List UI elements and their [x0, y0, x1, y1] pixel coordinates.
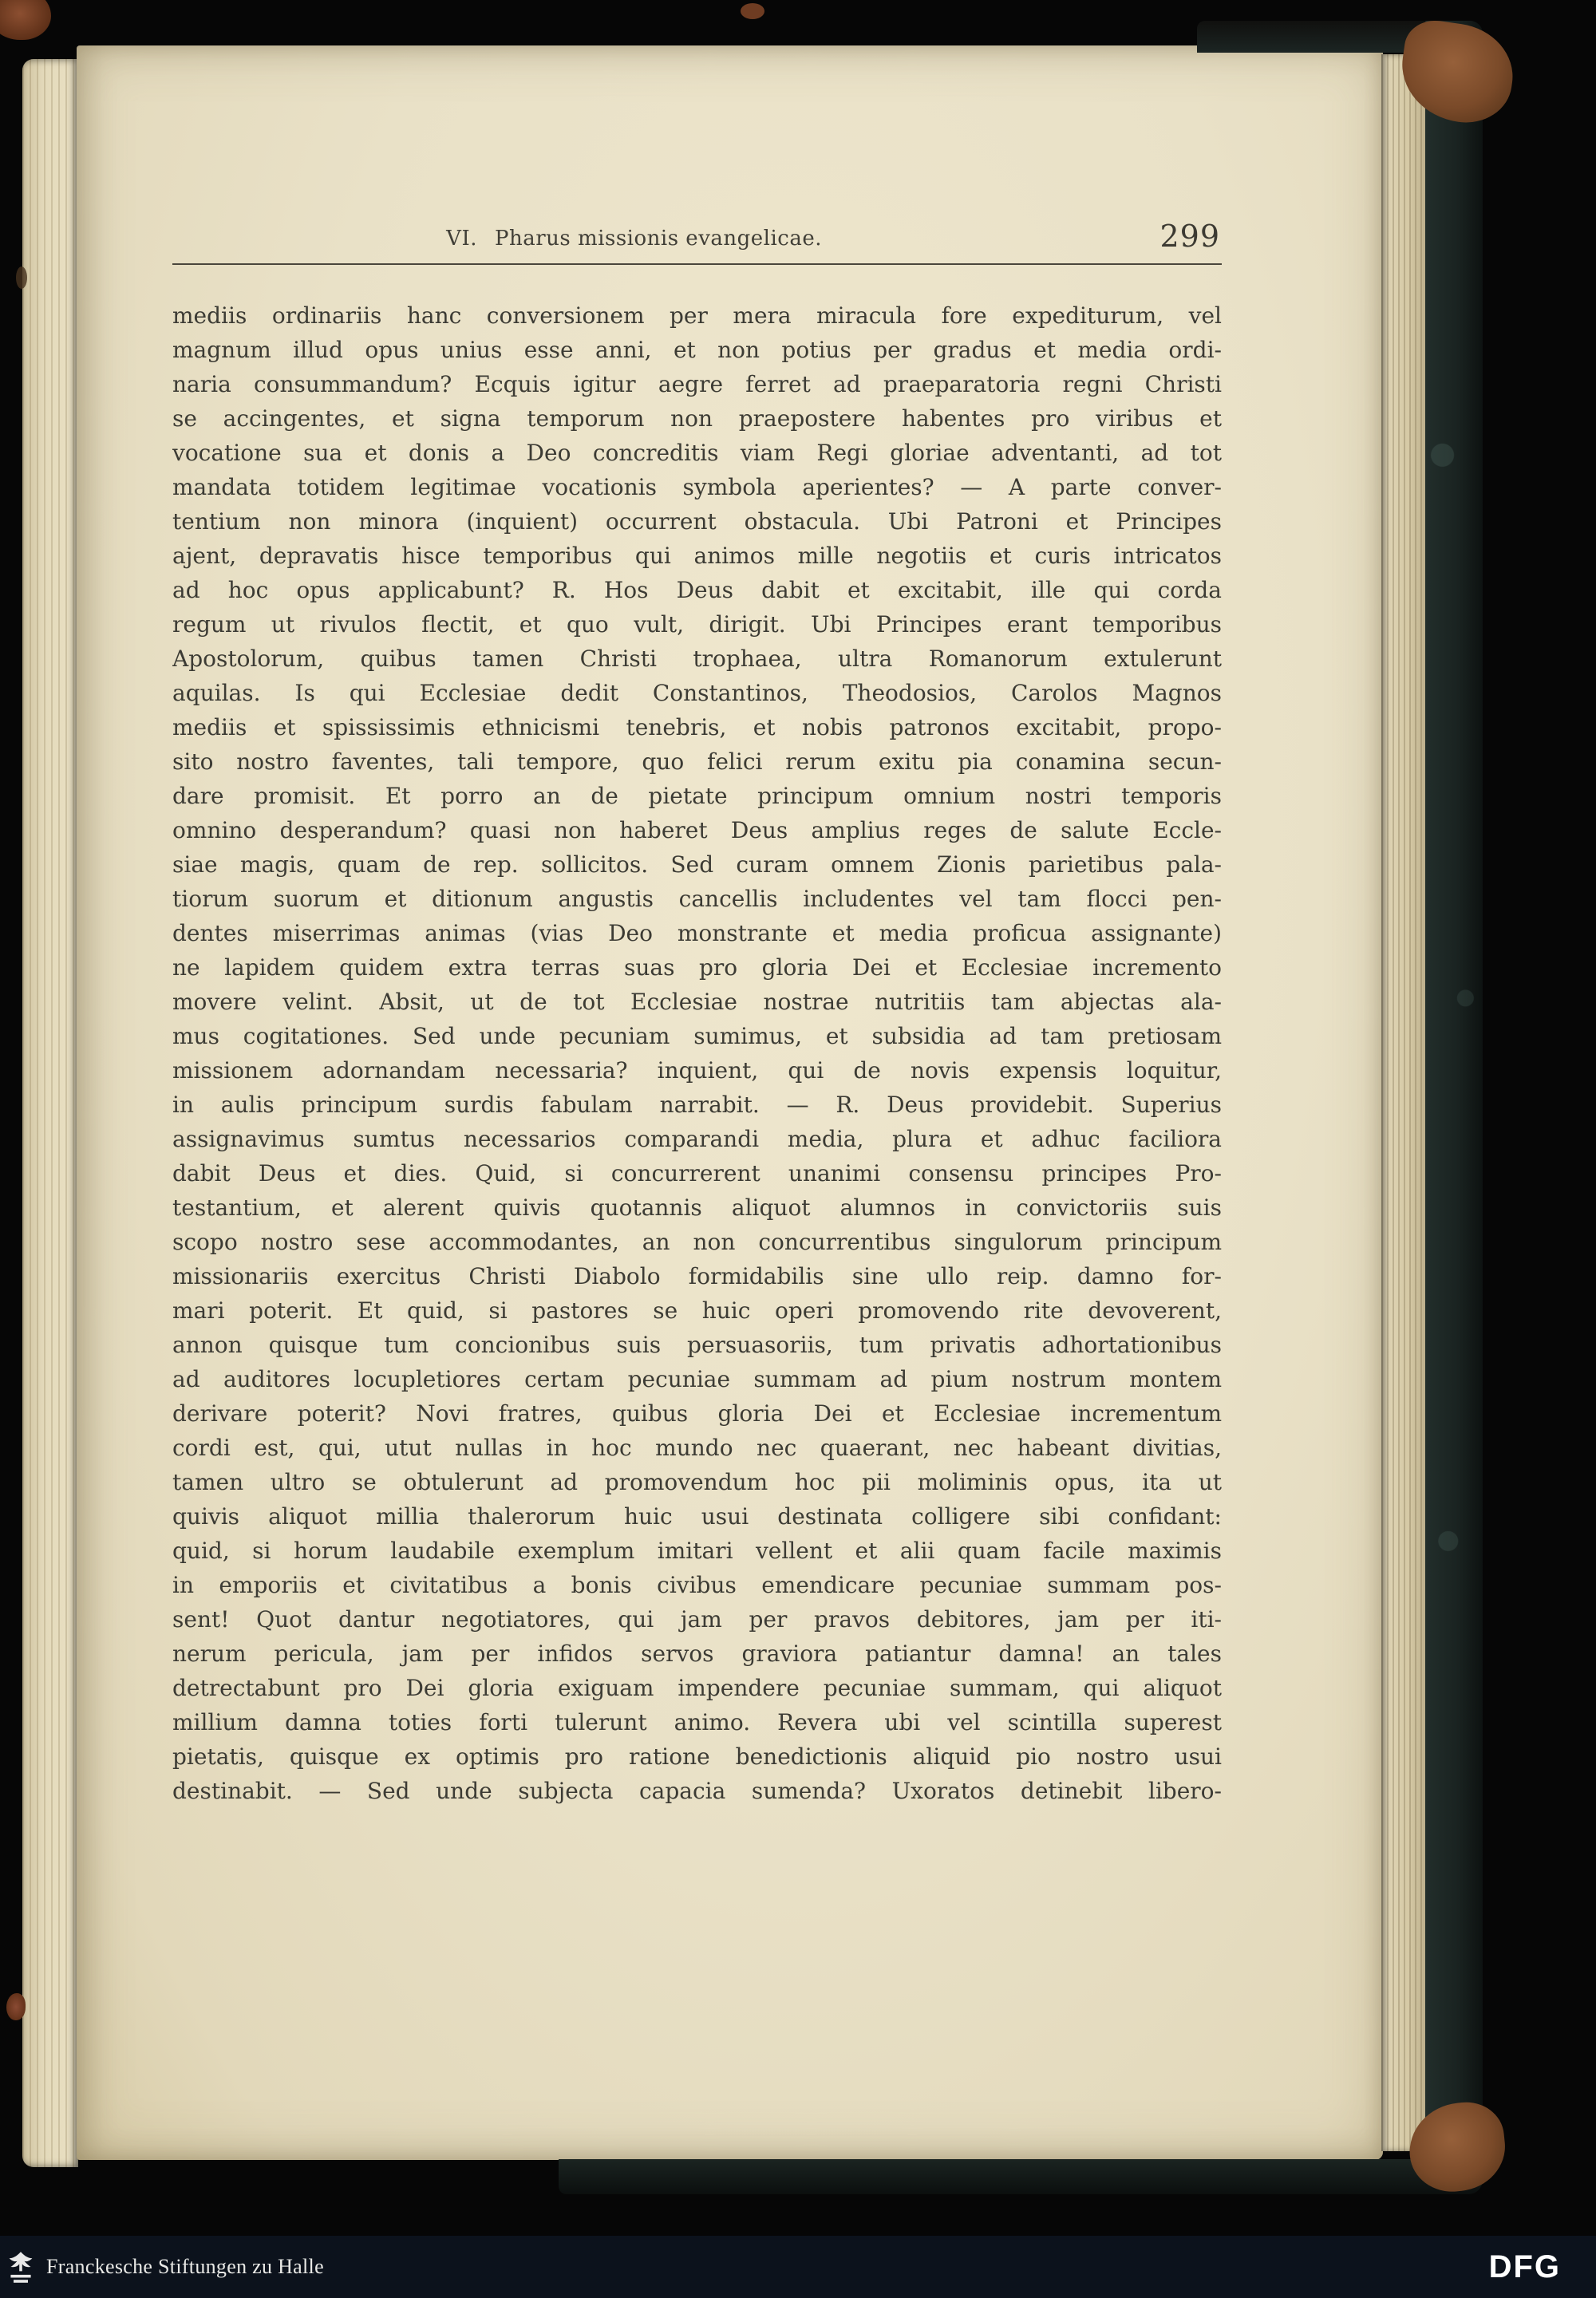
- text-line: naria consummandum? Ecquis igitur aegre ferret ad praeparatoria regni Christi: [172, 371, 1222, 397]
- text-line: quid, si horum laudabile exemplum imitari vellent et alii quam facile maximis: [172, 1538, 1222, 1564]
- text-line: missionariis exercitus Christi Diabolo formidabilis sine ullo reip. damno for-: [172, 1263, 1222, 1289]
- page-number: 299: [1159, 219, 1220, 254]
- stain-spot-left-lower: [6, 1993, 26, 2020]
- text-line: detrectabunt pro Dei gloria exiguam impendere pecuniae summam, qui aliquot: [172, 1675, 1222, 1701]
- text-line: movere velint. Absit, ut de tot Ecclesiae nostrae nutritiis tam abjectas ala-: [172, 989, 1222, 1015]
- body-text: [172, 298, 1222, 1808]
- text-line: magnum illud opus unius esse anni, et non potius per gradus et media ordi-: [172, 337, 1222, 363]
- text-line: in emporiis et civitatibus a bonis civibus emendicare pecuniae summam pos-: [172, 1572, 1222, 1598]
- footer-right-group: [1489, 2249, 1596, 2285]
- text-line: derivare poterit? Novi fratres, quibus gloria Dei et Ecclesiae incrementum: [172, 1400, 1222, 1427]
- institution-label: Franckesche Stiftungen zu Halle: [46, 2255, 324, 2278]
- text-line: tamen ultro se obtulerunt ad promovendum hoc pii moliminis opus, ita ut: [172, 1469, 1222, 1495]
- text-line: dentes miserrimas animas (vias Deo monstrante et media proficua assignante): [172, 920, 1222, 946]
- text-line: vocatione sua et donis a Deo concreditis viam Regi gloriae adventanti, ad tot: [172, 440, 1222, 466]
- page-deckle-edges-left: [22, 59, 78, 2167]
- text-line: omnino desperandum? quasi non haberet Deus amplius reges de salute Eccle-: [172, 817, 1222, 843]
- text-line: pietatis, quisque ex optimis pro ratione benedictionis aliquid pio nostro usui: [172, 1743, 1222, 1770]
- text-line: cordi est, qui, utut nullas in hoc mundo nec quaerant, nec habeant divitias,: [172, 1435, 1222, 1461]
- text-line: dare promisit. Et porro an de pietate principum omnium nostri temporis: [172, 783, 1222, 809]
- text-line: mediis ordinariis hanc conversionem per mera miracula fore expediturum, vel: [172, 302, 1222, 329]
- text-line: annon quisque tum concionibus suis persuasoriis, tum privatis adhortationibus: [172, 1332, 1222, 1358]
- page-block-fore-edge: [1381, 54, 1427, 2151]
- book-page: [77, 45, 1383, 2160]
- text-line: missionem adornandam necessaria? inquient, qui de novis expensis loquitur,: [172, 1057, 1222, 1084]
- page-text-block: [172, 217, 1222, 1808]
- text-line: siae magis, quam de rep. sollicitos. Sed curam omnem Zionis parietibus pala-: [172, 851, 1222, 878]
- dfg-logo: DFG: [1488, 2249, 1561, 2284]
- stain-spot-left-edge: [16, 267, 27, 289]
- viewer-footer-bar: [0, 2236, 1596, 2298]
- text-line: ne lapidem quidem extra terras suas pro gloria Dei et Ecclesiae incremento: [172, 954, 1222, 981]
- leather-spot-top-left: [0, 0, 51, 40]
- text-line: Apostolorum, quibus tamen Christi trophaea, ultra Romanorum extulerunt: [172, 646, 1222, 672]
- text-line: mediis et spississimis ethnicismi tenebris, et nobis patronos excitabit, propo-: [172, 714, 1222, 740]
- text-line: sito nostro faventes, tali tempore, quo felici rerum exitu pia conamina secun-: [172, 748, 1222, 775]
- chapter-title: Pharus missionis evangelicae.: [494, 227, 823, 251]
- text-line: aquilas. Is qui Ecclesiae dedit Constantinos, Theodosios, Carolos Magnos: [172, 680, 1222, 706]
- text-line: ad auditores locupletiores certam pecuniae summam ad pium nostrum montem: [172, 1366, 1222, 1392]
- text-line: mari poterit. Et quid, si pastores se huic operi promovendo rite devoverent,: [172, 1297, 1222, 1324]
- text-line: mandata totidem legitimae vocationis symbola aperientes? — A parte conver-: [172, 474, 1222, 500]
- franckesche-stiftungen-logo-icon: [6, 2249, 35, 2285]
- text-line: in aulis principum surdis fabulam narrabit. — R. Deus providebit. Superius: [172, 1092, 1222, 1118]
- text-line: regum ut rivulos flectit, et quo vult, dirigit. Ubi Principes erant temporibus: [172, 611, 1222, 638]
- text-line: ajent, depravatis hisce temporibus qui animos mille negotiis et curis intricatos: [172, 543, 1222, 569]
- book-cover-right-edge: [1425, 21, 1483, 2193]
- text-line: destinabit. — Sed unde subjecta capacia sumenda? Uxoratos detinebit libero-: [172, 1778, 1222, 1804]
- text-line: mus cogitationes. Sed unde pecuniam sumimus, et subsidia ad tam pretiosam: [172, 1023, 1222, 1049]
- text-line: quivis aliquot millia thalerorum huic usui destinata colligere sibi confidant:: [172, 1503, 1222, 1530]
- text-line: sent! Quot dantur negotiatores, qui jam per pravos debitores, jam per iti-: [172, 1606, 1222, 1633]
- stain-spot-top-middle: [741, 3, 764, 19]
- text-line: millium damna toties forti tulerunt animo. Revera ubi vel scintilla superest: [172, 1709, 1222, 1735]
- text-line: assignavimus sumtus necessarios comparandi media, plura et adhuc faciliora: [172, 1126, 1222, 1152]
- running-header-title: [446, 227, 822, 251]
- footer-left-group: [0, 2249, 324, 2285]
- text-line: ad hoc opus applicabunt? R. Hos Deus dabit et excitabit, ille qui corda: [172, 577, 1222, 603]
- text-line: dabit Deus et dies. Quid, si concurrerent unanimi consensu principes Pro-: [172, 1160, 1222, 1187]
- running-header: [172, 217, 1222, 265]
- text-line: tiorum suorum et ditionum angustis cancellis includentes vel tam flocci pen-: [172, 886, 1222, 912]
- text-line: testantium, et alerent quivis quotannis aliquot alumnos in convictoriis suis: [172, 1194, 1222, 1221]
- text-line: nerum pericula, jam per infidos servos graviora patiantur damna! an tales: [172, 1641, 1222, 1667]
- text-line: scopo nostro sese accommodantes, an non concurrentibus singulorum principum: [172, 1229, 1222, 1255]
- text-line: tentium non minora (inquient) occurrent obstacula. Ubi Patroni et Principes: [172, 508, 1222, 535]
- book-cover-bottom-edge: [559, 2159, 1483, 2194]
- section-number: VI.: [446, 227, 477, 251]
- text-line: se accingentes, et signa temporum non praepostere habentes pro viribus et: [172, 405, 1222, 432]
